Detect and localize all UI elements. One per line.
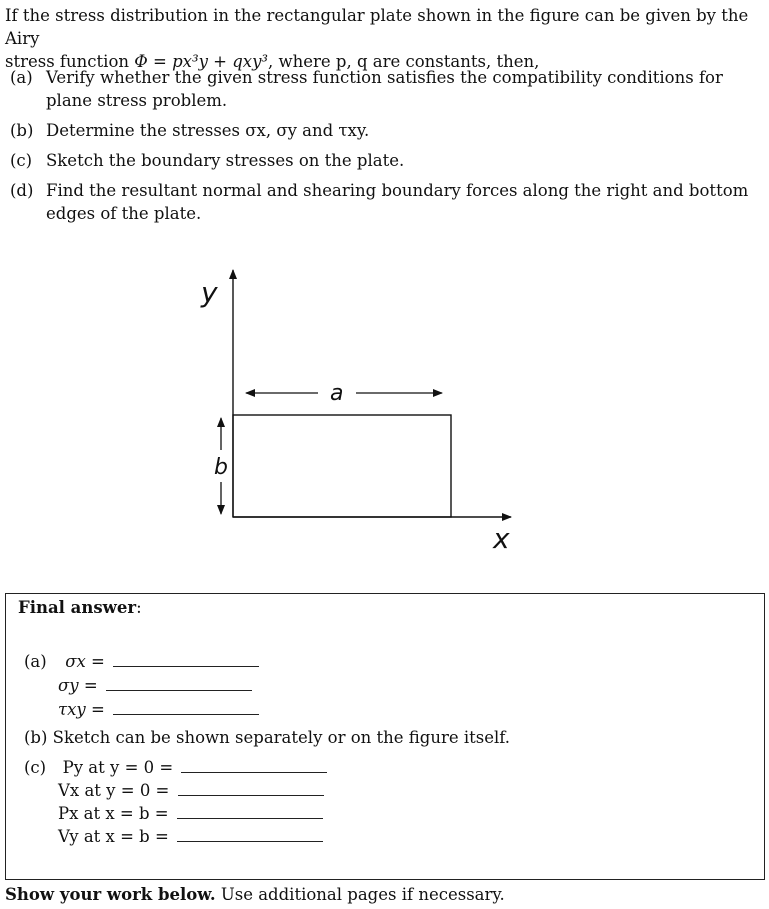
part-b-label: (b) bbox=[10, 121, 34, 140]
tau-xy-label: τxy = bbox=[58, 700, 105, 719]
sigma-y-blank[interactable] bbox=[106, 676, 252, 691]
vx-row bbox=[58, 781, 324, 800]
part-a-text: Verify whether the given stress function satisfies the compatibility conditions for plane stress problem. bbox=[46, 68, 723, 110]
intro-line-1: If the stress distribution in the rectangular plate shown in the figure can be given by the Airy bbox=[5, 6, 749, 48]
py-label: Py at y = 0 = bbox=[62, 758, 174, 777]
tau-xy-row bbox=[58, 700, 259, 719]
answer-a-label: (a) bbox=[24, 652, 47, 671]
footer-rest: Use additional pages if necessary. bbox=[215, 885, 505, 904]
part-c-label: (c) bbox=[10, 151, 33, 170]
part-c-text: Sketch the boundary stresses on the plate. bbox=[46, 151, 405, 170]
sigma-x-blank[interactable] bbox=[113, 652, 259, 667]
sigma-y-label: σy = bbox=[58, 676, 98, 695]
intro-suffix: , where p, q are constants, then, bbox=[268, 52, 540, 71]
py-blank[interactable] bbox=[181, 758, 327, 773]
final-answer-heading: Final answer bbox=[18, 598, 137, 617]
airy-formula: Φ = px³y + qxy³ bbox=[134, 52, 269, 71]
answer-b-row: (b) Sketch can be shown separately or on the figure itself. bbox=[24, 728, 511, 747]
final-answer-title bbox=[18, 598, 142, 617]
vy-row bbox=[58, 827, 323, 846]
sigma-x-label: σx = bbox=[65, 652, 105, 671]
final-answer-colon: : bbox=[136, 598, 142, 617]
py-row bbox=[24, 758, 327, 777]
answer-c-label: (c) bbox=[24, 758, 47, 777]
sigma-y-row bbox=[58, 676, 252, 695]
footer-bold: Show your work below. bbox=[5, 885, 216, 904]
px-row bbox=[58, 804, 323, 823]
vx-label: Vx at y = 0 = bbox=[58, 781, 170, 800]
part-a-label: (a) bbox=[10, 68, 33, 87]
width-label: a bbox=[330, 381, 344, 406]
part-b-text: Determine the stresses σx, σy and τxy. bbox=[46, 121, 370, 140]
px-label: Px at x = b = bbox=[58, 804, 169, 823]
tau-xy-blank[interactable] bbox=[113, 700, 259, 715]
px-blank[interactable] bbox=[177, 804, 323, 819]
vx-blank[interactable] bbox=[178, 781, 324, 796]
height-label: b bbox=[214, 455, 228, 480]
intro-prefix: stress function bbox=[5, 52, 135, 71]
final-answer-box bbox=[5, 593, 765, 880]
vy-label: Vy at x = b = bbox=[58, 827, 169, 846]
part-d-text: Find the resultant normal and shearing boundary forces along the right and bottom edges of the plate. bbox=[46, 181, 749, 223]
x-axis-label: x bbox=[493, 522, 510, 555]
sigma-x-row bbox=[24, 652, 259, 671]
y-axis-label: y bbox=[201, 276, 218, 309]
plate-rectangle bbox=[233, 415, 451, 517]
part-d-label: (d) bbox=[10, 181, 34, 200]
vy-blank[interactable] bbox=[177, 827, 323, 842]
footer-instructions bbox=[5, 885, 505, 904]
